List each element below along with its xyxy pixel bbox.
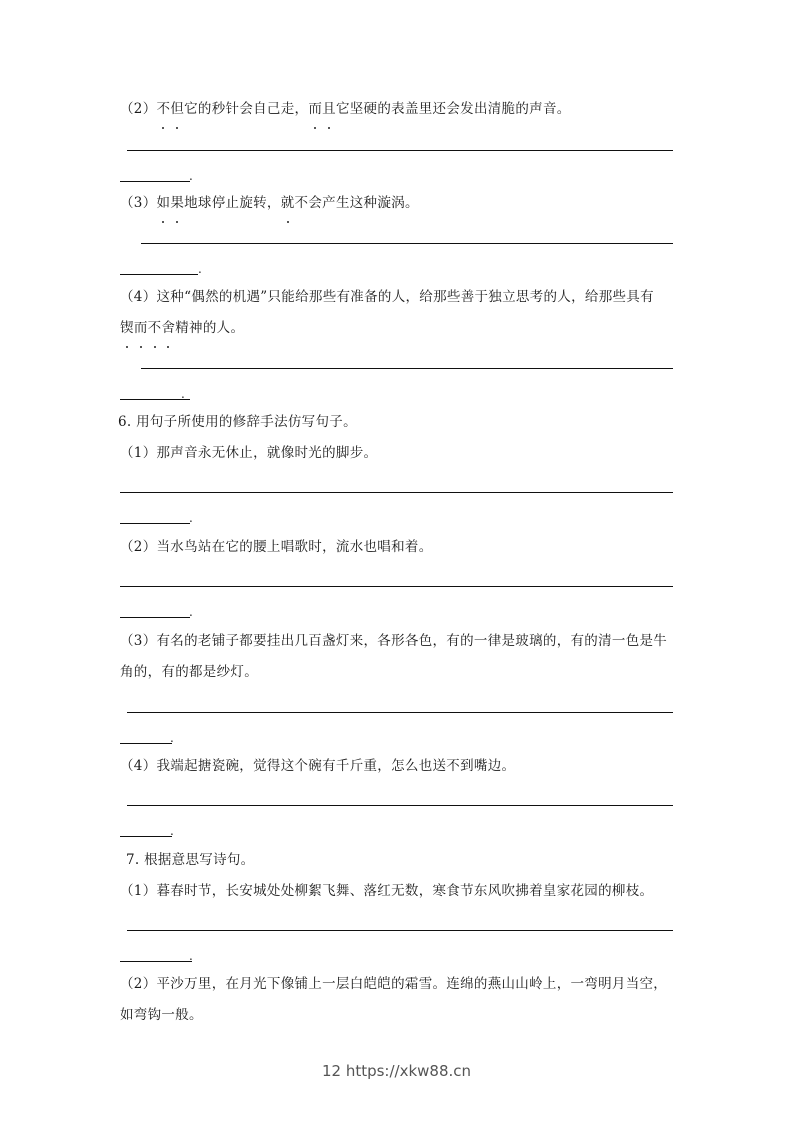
- answer-period: .: [170, 731, 174, 745]
- emphasis-char: 如: [157, 188, 171, 219]
- answer-line-end[interactable]: [120, 743, 172, 744]
- answer-line-end[interactable]: [120, 399, 190, 400]
- answer-line[interactable]: [120, 492, 673, 493]
- answer-line[interactable]: [127, 150, 673, 151]
- page-number: 12: [321, 1062, 342, 1080]
- sentence-text: 精神的人。: [175, 320, 245, 336]
- answer-period: .: [189, 605, 193, 619]
- answer-line-end[interactable]: [120, 181, 190, 182]
- emphasis-char: 且: [322, 94, 336, 125]
- answer-line[interactable]: [127, 930, 673, 931]
- question-prefix: （3）: [120, 195, 157, 211]
- question-6-3-line1: （3）有名的老铺子都要挂出几百盏灯来，各形各色，有的一律是玻璃的，有的清一色是牛: [120, 633, 668, 649]
- answer-period: .: [189, 169, 193, 183]
- question-6-2: （2）当水鸟站在它的腰上唱歌时，流水也唱和着。: [120, 539, 433, 555]
- emphasis-char: 而: [308, 94, 322, 125]
- emphasis-char: 但: [170, 94, 184, 125]
- question-6-1: （1）那声音永无休止，就像时光的脚步。: [120, 445, 378, 461]
- page-footer: [0, 1062, 793, 1080]
- question-5-4-line1: （4）这种“偶然的机遇”只能给那些有准备的人，给那些善于独立思考的人，给那些具有: [120, 289, 654, 305]
- question-5-4-line2: [120, 313, 244, 344]
- question-6-4: （4）我端起搪瓷碗，觉得这个碗有千斤重，怎么也送不到嘴边。: [120, 758, 516, 774]
- question-7-2-line1: （2）平沙万里，在月光下像铺上一层白皑皑的霜雪。连绵的燕山山岭上，一弯明月当空，: [120, 976, 668, 992]
- emphasis-char: 而: [134, 313, 148, 344]
- answer-period: .: [181, 387, 185, 401]
- emphasis-char: 不: [157, 94, 171, 125]
- question-prefix: （2）: [120, 101, 157, 117]
- question-5-2: [120, 94, 571, 125]
- question-5-3: [120, 188, 419, 219]
- sentence-text: 地球停止旋转，: [184, 195, 281, 211]
- emphasis-char: 舍: [161, 313, 175, 344]
- answer-line-end[interactable]: [120, 961, 192, 962]
- answer-line[interactable]: [127, 805, 673, 806]
- answer-line[interactable]: [141, 368, 673, 369]
- answer-period: .: [189, 949, 193, 963]
- question-6-3-line2: 角的，有的都是纱灯。: [120, 664, 258, 680]
- answer-period: .: [170, 824, 174, 838]
- answer-line[interactable]: [141, 243, 673, 244]
- sentence-text: 它的秒针会自己走，: [184, 101, 309, 117]
- emphasis-char: 就: [281, 188, 295, 219]
- emphasis-char: 不: [148, 313, 162, 344]
- answer-line-end[interactable]: [120, 836, 172, 837]
- answer-line-end[interactable]: [120, 617, 190, 618]
- answer-line[interactable]: [120, 586, 673, 587]
- answer-line-end[interactable]: [120, 523, 190, 524]
- answer-period: .: [189, 511, 193, 525]
- emphasis-char: 锲: [120, 313, 134, 344]
- question-7-2-line2: 如弯钩一般。: [120, 1007, 203, 1023]
- sentence-text: 它坚硬的表盖里还会发出清脆的声音。: [335, 101, 571, 117]
- answer-line[interactable]: [127, 712, 673, 713]
- answer-line-end[interactable]: [120, 274, 198, 275]
- question-7-1: （1）暮春时节，长安城处处柳絮飞舞、落红无数，寒食节东风吹拂着皇家花园的柳枝。: [120, 883, 654, 899]
- footer-url[interactable]: https://xkw88.cn: [345, 1062, 472, 1080]
- question-6-title: 6. 用句子所使用的修辞手法仿写句子。: [118, 414, 357, 430]
- emphasis-char: 果: [170, 188, 184, 219]
- sentence-text: 不会产生这种漩涡。: [294, 195, 419, 211]
- answer-period: .: [198, 262, 202, 276]
- question-7-title: 7. 根据意思写诗句。: [126, 852, 255, 868]
